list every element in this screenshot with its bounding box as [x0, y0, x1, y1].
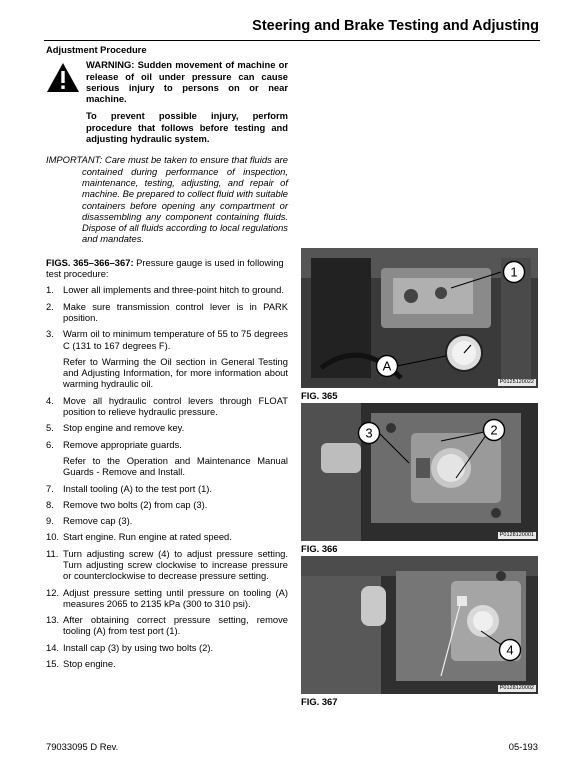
important-note: IMPORTANT: Care must be taken to ensure that fluids are contained during performance of inspection, maintenance, testing, adjusting, and repair of machine. Be prepared to collect fluid with suitable containers before opening any compartment or disassembling any component containing fluids. Dispose of all fluids according to local regulations and mandates. — [46, 154, 288, 245]
callout-2-label: 2 — [490, 422, 498, 438]
figures-intro-text: Pressure gauge is used in following test procedure: — [46, 256, 284, 280]
step-number: 12. — [46, 586, 60, 598]
figures-ref: FIGS. 365–366–367: — [46, 256, 134, 268]
step-text: Stop engine. — [63, 658, 116, 670]
page-number: 05-193 — [508, 741, 538, 752]
procedure-step — [46, 515, 288, 526]
callout-2 — [482, 418, 506, 442]
warning-text: WARNING: Sudden movement of machine or release of oil under pressure can cause serious injury to persons on or near machine. — [86, 59, 288, 105]
figure-367-label: FIG. 367 — [301, 696, 338, 707]
step-number: 10. — [46, 531, 60, 543]
procedure-step — [46, 483, 288, 494]
procedure-step — [46, 328, 288, 389]
warning-block — [46, 59, 288, 144]
step-number: 9. — [46, 515, 54, 527]
section-title: Adjustment Procedure — [46, 44, 147, 55]
step-text: Install tooling (A) to the test port (1). — [63, 482, 213, 494]
callout-4 — [498, 638, 522, 662]
step-text: Warm oil to minimum temperature of 55 to 75 degrees C (131 to 167 degrees F). — [63, 328, 288, 351]
step-text: Remove cap (3). — [63, 515, 133, 527]
step-text: Adjust pressure setting until pressure on tooling (A) measures 2065 to 2135 kPa (300 to 310 psi). — [63, 586, 288, 609]
step-text: Remove two bolts (2) from cap (3). — [63, 498, 208, 510]
document-number: 79033095 D Rev. — [46, 741, 119, 752]
step-number: 2. — [46, 300, 54, 312]
figure-365-code: P0125120022 — [499, 379, 534, 385]
step-number: 4. — [46, 394, 54, 406]
step-text: Make sure transmission control lever is in PARK position. — [63, 300, 288, 323]
step-note: Refer to Warming the Oil section in General Testing and Adjusting Information, for more information about warming hydraulic oil. — [63, 355, 288, 390]
step-number: 15. — [46, 658, 60, 670]
callout-1 — [502, 260, 526, 284]
figure-366-code: P0128120001 — [499, 532, 534, 538]
figure-367-code: P0128120002 — [499, 685, 534, 691]
step-number: 14. — [46, 641, 60, 653]
procedure-step — [46, 499, 288, 510]
procedure-steps — [46, 284, 288, 669]
text-column — [46, 44, 288, 674]
step-number: 6. — [46, 438, 54, 450]
figure-366-label: FIG. 366 — [301, 543, 338, 554]
warning-instruction: To prevent possible injury, perform procedure that follows before testing and adjusting hydraulic system. — [86, 110, 288, 145]
procedure-step — [46, 531, 288, 542]
step-number: 1. — [46, 284, 54, 296]
procedure-step — [46, 614, 288, 637]
callout-3 — [357, 421, 381, 445]
procedure-step — [46, 395, 288, 418]
step-number: 3. — [46, 328, 54, 340]
procedure-step — [46, 284, 288, 295]
step-number: 8. — [46, 498, 54, 510]
figure-365-photo — [301, 248, 538, 388]
step-text: Move all hydraulic control levers through FLOAT position to relieve hydraulic pressure. — [63, 394, 288, 418]
procedure-step — [46, 548, 288, 582]
figure-365-label: FIG. 365 — [301, 390, 338, 401]
header-rule — [44, 40, 540, 41]
step-number: 13. — [46, 614, 60, 626]
page-title: Steering and Brake Testing and Adjusting — [252, 18, 539, 34]
procedure-step — [46, 642, 288, 653]
callout-a-label: A — [382, 358, 392, 374]
callout-4-label: 4 — [506, 642, 514, 658]
procedure-step — [46, 422, 288, 433]
step-text: After obtaining correct pressure setting, remove tooling (A) from test port (1). — [63, 614, 288, 637]
step-number: 7. — [46, 482, 54, 494]
callout-a — [375, 354, 399, 378]
procedure-step — [46, 439, 288, 478]
step-text: Install cap (3) by using two bolts (2). — [63, 641, 214, 653]
procedure-step — [46, 658, 288, 669]
figure-367-photo — [301, 556, 538, 694]
step-text: Turn adjusting screw (4) to adjust pressure setting. Turn adjusting screw clockwise to increase pressure or counterclockwise to decrease pressure setting. — [63, 547, 288, 582]
step-text: Stop engine and remove key. — [63, 422, 185, 434]
step-number: 5. — [46, 422, 54, 434]
procedure-step — [46, 301, 288, 324]
step-text: Start engine. Run engine at rated speed. — [63, 531, 232, 543]
figure-366-photo — [301, 403, 538, 541]
callout-3-label: 3 — [365, 425, 373, 441]
step-text: Lower all implements and three-point hitch to ground. — [63, 284, 284, 296]
step-note: Refer to the Operation and Maintenance Manual Guards - Remove and Install. — [63, 454, 288, 478]
callout-1-label: 1 — [510, 264, 518, 280]
step-number: 11. — [46, 547, 59, 559]
warning-triangle-icon — [46, 62, 80, 93]
procedure-step — [46, 587, 288, 610]
step-text: Remove appropriate guards. — [63, 438, 182, 450]
figures-intro — [46, 257, 288, 280]
